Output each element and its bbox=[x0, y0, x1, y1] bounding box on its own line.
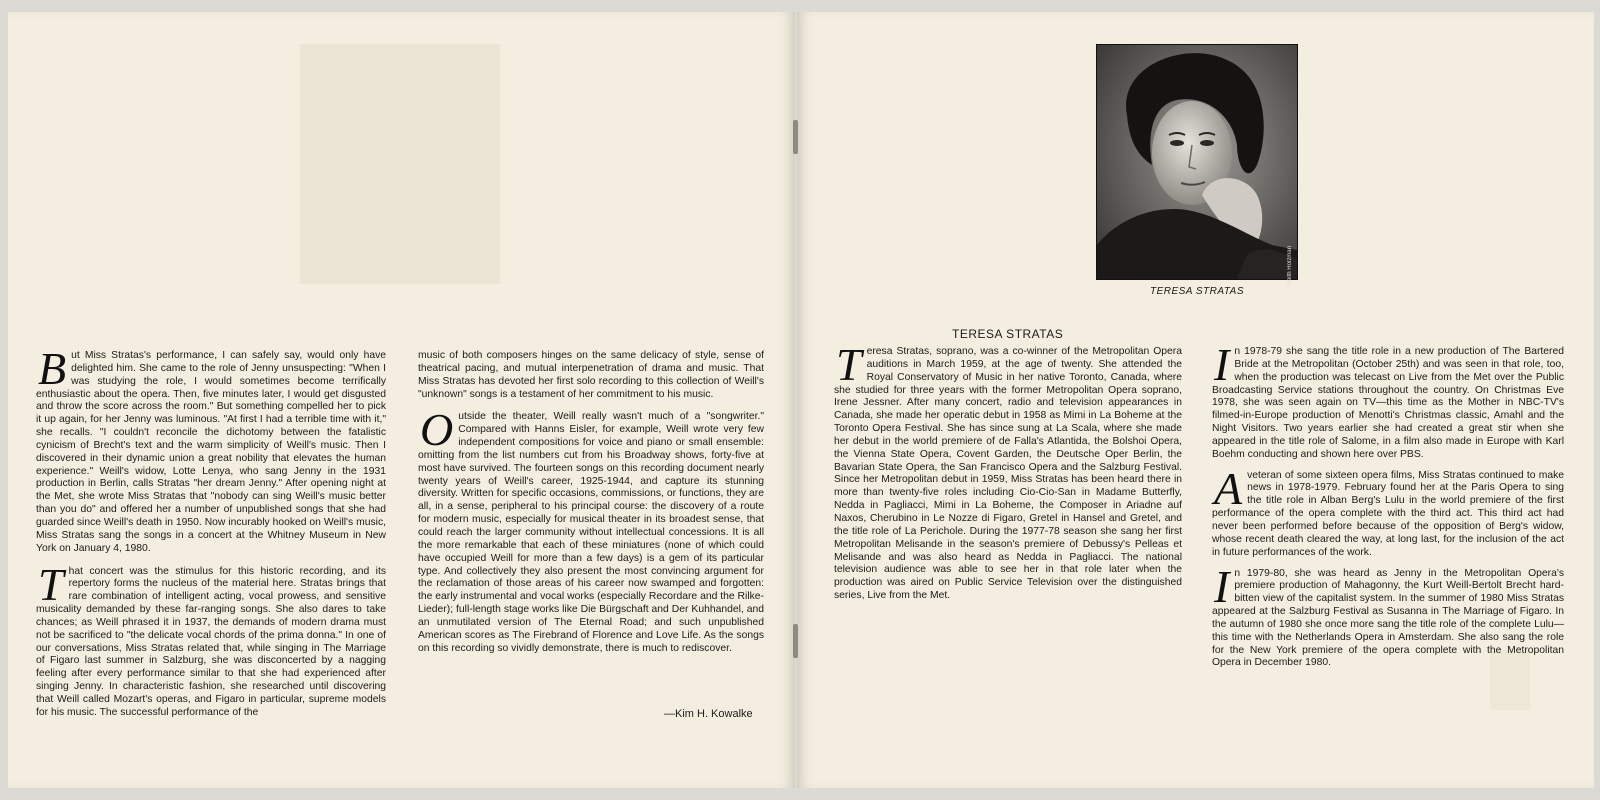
essay-paragraph bbox=[36, 558, 386, 720]
bio-paragraph bbox=[1212, 560, 1564, 671]
drop-cap: I bbox=[1214, 560, 1230, 612]
left-column-2 bbox=[418, 350, 764, 663]
paragraph-text: n 1979-80, she was heard as Jenny in the Metropolitan Opera's premiere production of Mahagonny, the Kurt Weill-Bertolt Brecht hard-bitten view of the capitalist system. In the summer of 1980 Miss Stratas appeared at the Salzburg Festival as Susanna in The Marriage of Figaro. In the autumn of 1980 she once more sang the title role of the complete Lulu—this time with the Netherlands Opera in Amsterdam. She also sang the role for the New York premiere of the opera complete with the Metropolitan Opera in December 1980. bbox=[1212, 567, 1564, 669]
portrait-photo bbox=[1096, 44, 1298, 280]
photo-caption: TERESA STRATAS bbox=[1149, 286, 1245, 297]
bio-paragraph bbox=[1212, 339, 1564, 462]
drop-cap: A bbox=[1214, 462, 1243, 514]
drop-cap: T bbox=[836, 339, 862, 390]
drop-cap: B bbox=[38, 343, 67, 394]
essay-paragraph: music of both composers hinges on the same delicacy of style, sense of theatrical pacing, and mutual interpenetration of drama and music. That Miss Stratas has devoted her first solo recording to this collection of Weill's "unknown" songs is a testament of her commitment to his music. bbox=[418, 350, 764, 400]
author-signature: —Kim H. Kowalke bbox=[664, 708, 753, 720]
bleed-through-photo bbox=[300, 44, 500, 284]
right-column-1 bbox=[834, 339, 1182, 611]
drop-cap: T bbox=[38, 558, 64, 610]
bio-paragraph bbox=[1212, 462, 1564, 560]
left-column-1 bbox=[36, 343, 386, 728]
right-column-2 bbox=[1212, 339, 1564, 678]
drop-cap: O bbox=[420, 404, 454, 456]
paragraph-text: utside the theater, Weill really wasn't much of a "songwriter." Compared with Hanns Eisler, for example, Weill wrote very few independent compositions for voice and piano or small ensemble: omitting from the list numbers cut from his Broadway shows, forty-five at most have survived. The fourteen songs on this recording document nearly twenty years of Weill's career, 1925-1944, and capture its stunning diversity. Written for specific occasions, commissions, or functions, they are all, in a sense, peripheral to his principal course: the discovery of a route for modern music, especially for musical theater in its broadest sense, that could reach the larger community without intellectual concessions. It is all the more remarkable that each of these miniatures (none of which could have occupied Weill for more than a few days) is a gem of its particular type. And collectively they also present the most convincing argument for the reclamation of those areas of his career now swamped and forgotten: the early instrumental and vocal works (especially Recordare and the Rilke-Lieder); full-length stage works like Die Bürgschaft and Der Kuhhandel, and an unmutilated version of The Eternal Road; and such unpublished American scores as The Firebrand of Florence and Love Life. As the songs on this recording so vividly demonstrate, there is much to rediscover. bbox=[418, 411, 764, 654]
drop-cap: I bbox=[1214, 339, 1230, 390]
staple-bottom bbox=[793, 624, 798, 658]
staple-top bbox=[793, 120, 798, 154]
paragraph-text: veteran of some sixteen opera films, Miss Stratas continued to make news in 1978-1979. February found her at the Paris Opera to sing the title role in Alban Berg's Lulu in the world premiere of the first performance of the opera complete with the third act. This third act had never been performed before because of the opposition of Berg's widow, whose recent death cleared the way, at long last, for the inclusion of the act in future performances of the work. bbox=[1212, 469, 1564, 558]
bio-paragraph bbox=[834, 339, 1182, 603]
essay-paragraph bbox=[418, 404, 764, 655]
paragraph-text: ut Miss Stratas's performance, I can safely say, would only have delighted him. She came to the role of Jenny unsuspecting: "When I was studying the role, I would sometimes become terrifically enthusiastic about the opera. Then, five minutes later, I would get disgusted and throw the score across the room." But something compelled her to pick it up again, for her Jenny was luminous. "At first I had a terrible time with it," she recalls. "I couldn't reconcile the dichotomy between the fatalistic cynicism of Brecht's text and the warm simplicity of Weill's music. Then I discovered in their dynamic union a great nobility that elevates the human experience." Weill's widow, Lotte Lenya, who sang Jenny in the 1931 production in Berlin, calls Stratas "her dream Jenny." After opening night at the Met, she wrote Miss Stratas that "nobody can sing Weill's music better than you do" and offered her a number of unpublished songs that she had guarded since Weill's death in 1950. Now incurably hooked on Weill's music, Miss Stratas sang the songs in a concert at the Whitney Museum in New York on January 4, 1980. bbox=[36, 350, 386, 554]
paragraph-text: hat concert was the stimulus for this historic recording, and its repertory forms the nucleus of the material here. Stratas brings that rare combination of intelligent acting, vocal prowess, and sensitive musicality demanded by these far-ranging songs. She also dares to take chances; as Weill phrased it in 1937, the demands of modern drama must not be sacrificed to "the delicate vocal chords of the prima donna." In one of our conversations, Miss Stratas related that, while singing in The Marriage of Figaro last summer in Salzburg, she was disconcerted by a nagging feeling after every performance similar to that she had experienced after singing Jenny. In characteristic fashion, she researched until discovering that Weill called Mozart's operas, and Figaro in particular, supreme models for his music. The successful performance of the bbox=[36, 565, 386, 718]
paragraph-text: n 1978-79 she sang the title role in a new production of The Bartered Bride at the Metropolitan (October 25th) and was seen in that role, too, when the production was telecast on Live from the Met over the Public Broadcasting Service stations throughout the country. On Christmas Eve 1978, she was seen again on TV—this time as the Mother in NBC-TV's filmed-in-Europe production of Menotti's Christmas classic, Amahl and the Night Visitors. Two years earlier she had created a great stir when she appeared in the title role of Salome, in a film also made in Europe with Karl Boehm conducting and shown here over PBS. bbox=[1212, 346, 1564, 460]
bio-heading: TERESA STRATAS bbox=[952, 327, 1064, 341]
photo-credit: Keith Holzman bbox=[1287, 246, 1293, 286]
portrait-image bbox=[1097, 45, 1297, 279]
essay-paragraph bbox=[36, 343, 386, 556]
paragraph-text: eresa Stratas, soprano, was a co-winner of the Metropolitan Opera auditions in March 1959, at the age of twenty. She attended the Royal Conservatory of Music in her native Toronto, Canada, where she studied for three years with the former Metropolitan Opera soprano, Irene Jessner. After many concert, radio and television appearances in Canada, she made her operatic debut in 1958 as Mimi in La Boheme at the Toronto Opera Festival. She has since sung at La Scala, where she made her debut in the world premiere of de Falla's Atlantida, the Bolshoi Opera, the Vienna State Opera, Covent Garden, the Deutsche Oper Berlin, the Bavarian State Opera, the San Francisco Opera and the Salzburg Festival. Since her Metropolitan debut in 1959, Miss Stratas has been heard there in more than twenty-five roles including Cio-Cio-San in Madame Butterfly, Nedda in Pagliacci, Mimi in La Boheme, the Composer in Ariadne auf Naxos, Cherubino in Le Nozze di Figaro, Gretel in Hansel and Gretel, and the title role of La Perichole. During the 1977-78 season she sang her first Metropolitan Melisande in the season's premiere of Debussy's Pelleas et Melisande and was also heard as Nedda in Pagliacci. The national television audience was able to see her in that role later when the production was aired on Public Service Television over the distinguished series, Live from the Met. bbox=[834, 346, 1182, 602]
